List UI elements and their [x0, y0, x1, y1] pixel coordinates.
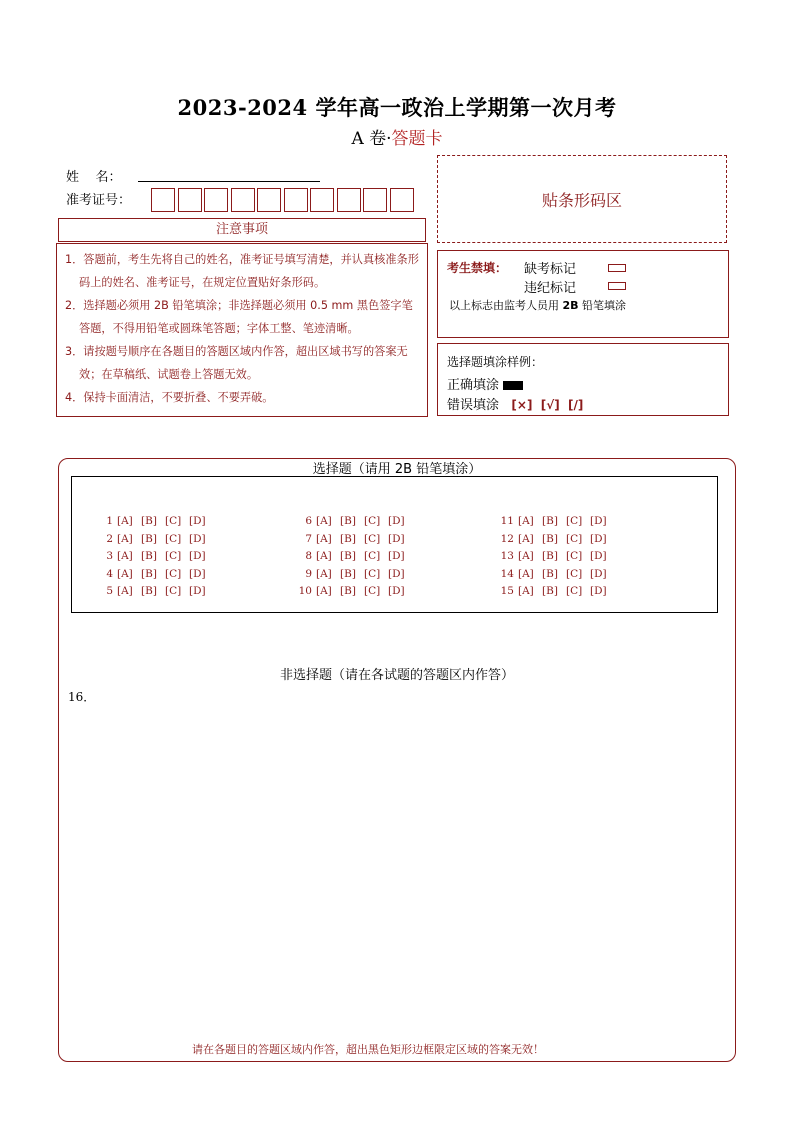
choice-question-number: 8 [305, 550, 312, 562]
choice-option-bubble[interactable]: [A] [117, 533, 133, 545]
page-title: 2023-2024 学年高一政治上学期第一次月考 [177, 95, 617, 120]
choice-question-row [99, 568, 213, 580]
name-field[interactable] [138, 181, 320, 182]
choice-option-bubble[interactable]: [A] [518, 585, 534, 597]
notice-item-4: 4．保持卡面清洁，不要折叠、不要弄破。 [65, 391, 274, 404]
id-digit-box[interactable] [390, 188, 414, 212]
barcode-area: 贴条形码区 [437, 155, 727, 243]
choice-option-bubble[interactable]: [A] [316, 568, 332, 580]
choice-option-bubble[interactable]: [B] [141, 550, 157, 562]
choice-option-bubble[interactable]: [D] [590, 533, 607, 545]
choice-option-bubble[interactable]: [B] [542, 533, 558, 545]
choice-option-bubble[interactable]: [C] [364, 585, 381, 597]
choice-option-bubble[interactable]: [B] [141, 515, 157, 527]
choice-answer-box [71, 476, 718, 613]
choice-option-bubble[interactable]: [D] [189, 568, 206, 580]
choice-question-row [99, 515, 213, 527]
choice-question-number: 7 [305, 533, 312, 545]
wrong-mark-1: [×] [511, 398, 533, 412]
id-label: 准考证号： [66, 193, 132, 208]
choice-option-bubble[interactable]: [A] [518, 568, 534, 580]
wrong-mark-2: [√] [540, 398, 560, 412]
id-digit-box[interactable] [363, 188, 387, 212]
notice-item-3: 3．请按题号顺序在各题目的答题区域内作答，超出区域书写的答案无效；在草稿纸、试题卷上答题无效。 [65, 345, 408, 381]
forbid-note [449, 297, 626, 313]
choice-option-bubble[interactable]: [D] [590, 515, 607, 527]
id-digit-box[interactable] [337, 188, 361, 212]
choice-option-bubble[interactable]: [D] [590, 585, 607, 597]
choice-option-bubble[interactable]: [B] [141, 568, 157, 580]
choice-option-bubble[interactable]: [D] [189, 550, 206, 562]
choice-question-row [500, 550, 614, 562]
choice-question-row [298, 515, 412, 527]
nonchoice-section-title: 非选择题（请在各试题的答题区内作答） [279, 668, 514, 683]
choice-option-bubble[interactable]: [B] [340, 550, 356, 562]
choice-option-bubble[interactable]: [C] [566, 515, 583, 527]
notice-box [56, 243, 428, 417]
choice-option-bubble[interactable]: [C] [165, 515, 182, 527]
choice-option-bubble[interactable]: [B] [141, 533, 157, 545]
violation-mark-box[interactable] [608, 282, 626, 290]
filled-sample-mark [503, 381, 523, 390]
wrong-fill-label: 错误填涂 [447, 398, 500, 413]
choice-question-row [99, 533, 213, 545]
choice-option-bubble[interactable]: [B] [542, 515, 558, 527]
choice-option-bubble[interactable]: [D] [189, 585, 206, 597]
choice-question-row [298, 568, 412, 580]
subtitle-card: 答题卡 [391, 129, 443, 149]
choice-question-row [500, 568, 614, 580]
choice-option-bubble[interactable]: [C] [364, 533, 381, 545]
footer-warning: 请在各题目的答题区域内作答，超出黑色矩形边框限定区域的答案无效！ [192, 1043, 544, 1056]
choice-option-bubble[interactable]: [D] [189, 515, 206, 527]
choice-option-bubble[interactable]: [A] [518, 533, 534, 545]
choice-option-bubble[interactable]: [A] [518, 550, 534, 562]
choice-question-row [298, 585, 412, 597]
choice-option-bubble[interactable]: [C] [165, 533, 182, 545]
wrong-fill-row [447, 394, 583, 413]
choice-option-bubble[interactable]: [D] [388, 550, 405, 562]
id-digit-box[interactable] [284, 188, 308, 212]
choice-section-title: 选择题（请用 2B 铅笔填涂） [312, 462, 482, 477]
choice-option-bubble[interactable]: [C] [165, 585, 182, 597]
notice-item-2: 2．选择题必须用 2B 铅笔填涂；非选择题必须用 0.5 mm 黑色签字笔答题，不得用铅笔或圆珠笔答题；字体工整、笔迹清晰。 [65, 299, 413, 335]
choice-question-number: 3 [106, 550, 113, 562]
fill-sample-box [437, 343, 729, 416]
choice-question-number: 14 [500, 568, 514, 580]
notice-item-1: 1．答题前，考生先将自己的姓名，准考证号填写清楚，并认真核准条形码上的姓名、准考证号，在规定位置贴好条形码。 [65, 253, 419, 289]
choice-option-bubble[interactable]: [B] [340, 533, 356, 545]
choice-option-bubble[interactable]: [C] [364, 550, 381, 562]
choice-option-bubble[interactable]: [C] [566, 533, 583, 545]
choice-option-bubble[interactable]: [B] [542, 585, 558, 597]
choice-option-bubble[interactable]: [C] [566, 585, 583, 597]
choice-question-row [99, 585, 213, 597]
choice-question-row [99, 550, 213, 562]
subtitle-volume: A 卷· [351, 129, 392, 149]
choice-option-bubble[interactable]: [B] [542, 568, 558, 580]
choice-option-bubble[interactable]: [C] [566, 568, 583, 580]
question-16-number: 16． [68, 690, 96, 704]
choice-question-row [298, 550, 412, 562]
id-number-boxes[interactable] [151, 188, 416, 212]
choice-option-bubble[interactable]: [D] [388, 515, 405, 527]
choice-question-number: 5 [106, 585, 113, 597]
forbid-note-pre: 以上标志由监考人员用 [449, 299, 563, 312]
choice-question-number: 6 [305, 515, 312, 527]
choice-question-row [500, 585, 614, 597]
choice-option-bubble[interactable]: [C] [364, 568, 381, 580]
sample-title: 选择题填涂样例： [447, 355, 544, 369]
choice-option-bubble[interactable]: [A] [518, 515, 534, 527]
forbid-label: 考生禁填： [447, 261, 508, 275]
choice-option-bubble[interactable]: [D] [388, 585, 405, 597]
choice-option-bubble[interactable]: [B] [340, 515, 356, 527]
choice-question-number: 11 [500, 515, 514, 527]
choice-question-row [298, 533, 412, 545]
choice-option-bubble[interactable]: [C] [165, 550, 182, 562]
id-digit-box[interactable] [151, 188, 175, 212]
choice-question-number: 15 [500, 585, 514, 597]
choice-option-bubble[interactable]: [A] [316, 533, 332, 545]
id-digit-box[interactable] [178, 188, 202, 212]
choice-question-number: 10 [298, 585, 312, 597]
forbid-note-bold: 2B [562, 299, 579, 312]
choice-question-number: 4 [106, 568, 113, 580]
choice-option-bubble[interactable]: [A] [117, 550, 133, 562]
choice-option-bubble[interactable]: [C] [364, 515, 381, 527]
choice-option-bubble[interactable]: [A] [316, 550, 332, 562]
choice-question-row [500, 515, 614, 527]
violation-label: 违纪标记 [524, 281, 577, 296]
name-label: 姓 名： [66, 170, 122, 185]
choice-question-row [500, 533, 614, 545]
choice-option-bubble[interactable]: [A] [316, 515, 332, 527]
id-digit-box[interactable] [310, 188, 334, 212]
choice-option-bubble[interactable]: [D] [388, 568, 405, 580]
id-digit-box[interactable] [204, 188, 228, 212]
id-digit-box[interactable] [257, 188, 281, 212]
choice-option-bubble[interactable]: [B] [141, 585, 157, 597]
choice-option-bubble[interactable]: [D] [189, 533, 206, 545]
question-16-answer-area[interactable] [66, 705, 726, 1030]
choice-question-number: 9 [305, 568, 312, 580]
choice-option-bubble[interactable]: [A] [117, 515, 133, 527]
choice-question-number: 2 [106, 533, 113, 545]
examiner-only-box [437, 250, 729, 338]
choice-option-bubble[interactable]: [A] [316, 585, 332, 597]
choice-option-bubble[interactable]: [B] [542, 550, 558, 562]
choice-option-bubble[interactable]: [B] [340, 568, 356, 580]
choice-option-bubble[interactable]: [C] [566, 550, 583, 562]
choice-option-bubble[interactable]: [B] [340, 585, 356, 597]
choice-option-bubble[interactable]: [A] [117, 568, 133, 580]
id-digit-box[interactable] [231, 188, 255, 212]
choice-option-bubble[interactable]: [D] [388, 533, 405, 545]
absent-mark-box[interactable] [608, 264, 626, 272]
page-subtitle [0, 124, 794, 149]
absent-label: 缺考标记 [524, 262, 577, 277]
choice-option-bubble[interactable]: [C] [165, 568, 182, 580]
choice-question-number: 1 [106, 515, 113, 527]
forbid-note-post: 铅笔填涂 [578, 299, 627, 312]
choice-option-bubble[interactable]: [D] [590, 568, 607, 580]
choice-question-number: 13 [500, 550, 514, 562]
notice-heading: 注意事项 [58, 218, 426, 242]
choice-option-bubble[interactable]: [A] [117, 585, 133, 597]
wrong-mark-3: [/] [567, 398, 584, 412]
correct-fill-label: 正确填涂 [447, 378, 500, 393]
choice-question-number: 12 [500, 533, 514, 545]
correct-fill-row [447, 374, 523, 393]
choice-option-bubble[interactable]: [D] [590, 550, 607, 562]
